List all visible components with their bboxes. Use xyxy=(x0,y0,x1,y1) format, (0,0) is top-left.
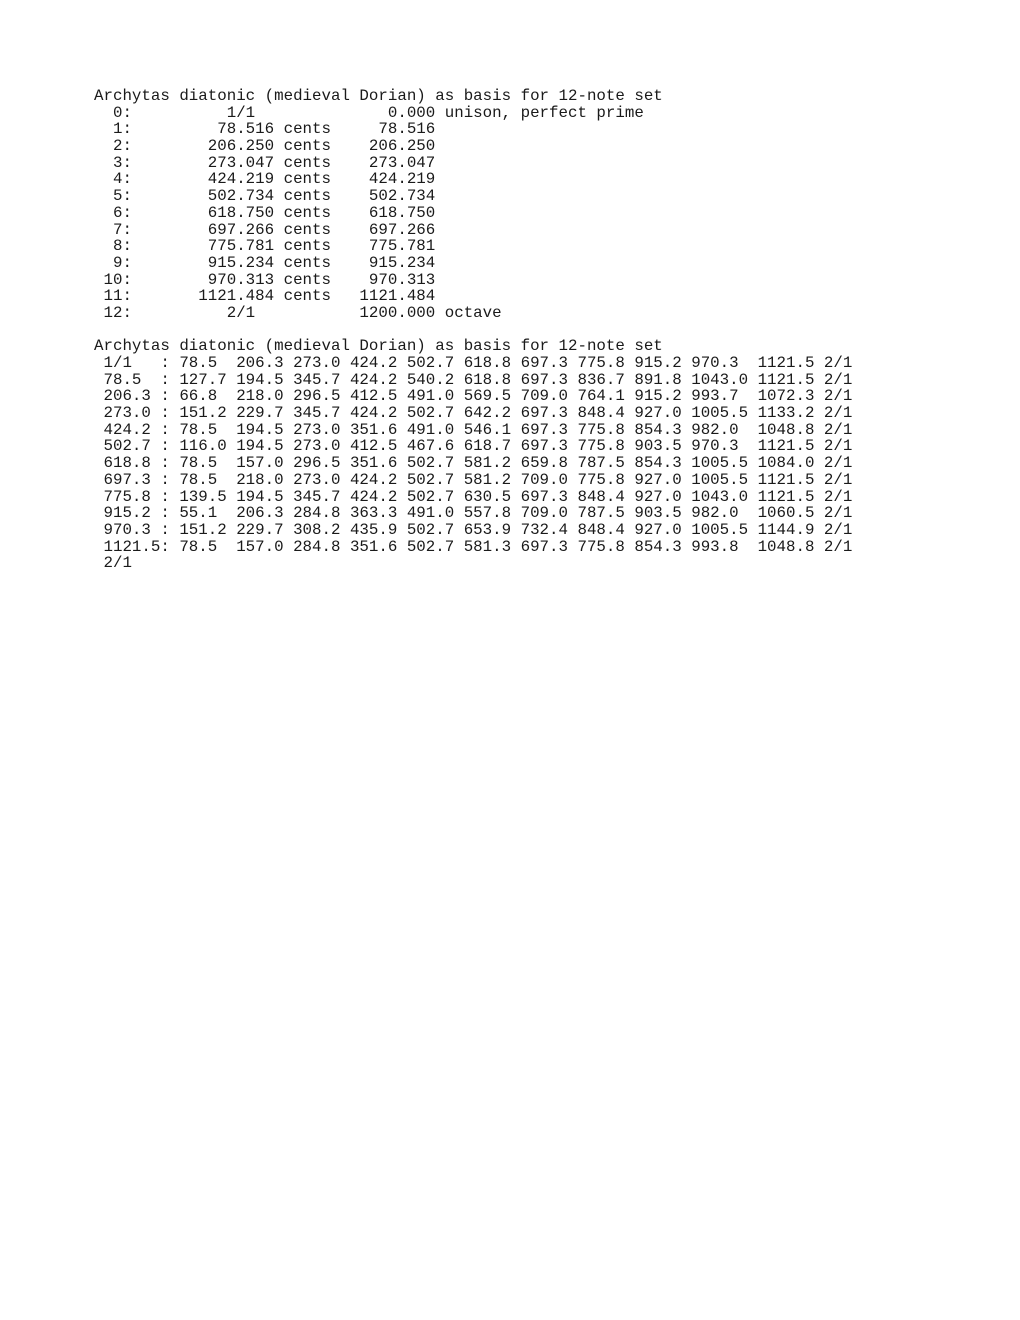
scale-degree-row: 8: 775.781 cents 775.781 xyxy=(94,237,436,256)
interval-matrix-row: 1/1 : 78.5 206.3 273.0 424.2 502.7 618.8 697.3 775.8 915.2 970.3 1121.5 2/1 xyxy=(94,354,853,372)
scale-degree-row: 7: 697.266 cents 697.266 xyxy=(94,220,436,239)
scale-degree-row: 12: 2/1 1200.000 octave xyxy=(94,303,502,322)
interval-matrix xyxy=(94,355,852,572)
scale-degree-row: 11: 1121.484 cents 1121.484 xyxy=(94,287,436,306)
interval-matrix-row: 2/1 xyxy=(94,554,132,573)
section-spacer xyxy=(94,322,852,339)
scale-degree-row: 10: 970.313 cents 970.313 xyxy=(94,270,436,289)
section2-title: Archytas diatonic (medieval Dorian) as basis for 12-note set xyxy=(94,337,663,356)
interval-matrix-row: 206.3 : 66.8 218.0 296.5 412.5 491.0 569.5 709.0 764.1 915.2 993.7 1072.3 2/1 xyxy=(94,387,853,406)
document-body xyxy=(94,88,852,572)
scale-degree-row: 2: 206.250 cents 206.250 xyxy=(94,137,436,156)
interval-matrix-row: 697.3 : 78.5 218.0 273.0 424.2 502.7 581.2 709.0 775.8 927.0 1005.5 1121.5 2/1 xyxy=(94,470,853,489)
interval-matrix-row: 502.7 : 116.0 194.5 273.0 412.5 467.6 618.7 697.3 775.8 903.5 970.3 1121.5 2/1 xyxy=(94,437,853,456)
interval-matrix-row: 1121.5: 78.5 157.0 284.8 351.6 502.7 581.3 697.3 775.8 854.3 993.8 1048.8 2/1 xyxy=(94,537,853,556)
interval-matrix-row: 775.8 : 139.5 194.5 345.7 424.2 502.7 630.5 697.3 848.4 927.0 1043.0 1121.5 2/1 xyxy=(94,487,853,506)
interval-matrix-row: 273.0 : 151.2 229.7 345.7 424.2 502.7 642.2 697.3 848.4 927.0 1005.5 1133.2 2/1 xyxy=(94,404,853,423)
scale-degree-list xyxy=(94,105,852,322)
interval-matrix-row: 970.3 : 151.2 229.7 308.2 435.9 502.7 653.9 732.4 848.4 927.0 1005.5 1144.9 2/1 xyxy=(94,520,853,539)
section1-title: Archytas diatonic (medieval Dorian) as basis for 12-note set xyxy=(94,87,663,105)
scale-degree-row: 4: 424.219 cents 424.219 xyxy=(94,170,436,189)
scale-degree-row: 9: 915.234 cents 915.234 xyxy=(94,253,436,272)
interval-matrix-row: 424.2 : 78.5 194.5 273.0 351.6 491.0 546.1 697.3 775.8 854.3 982.0 1048.8 2/1 xyxy=(94,420,853,439)
interval-matrix-row: 78.5 : 127.7 194.5 345.7 424.2 540.2 618.8 697.3 836.7 891.8 1043.0 1121.5 2/1 xyxy=(94,370,853,389)
scale-degree-row: 0: 1/1 0.000 unison, perfect prime xyxy=(94,103,644,122)
scale-degree-row: 5: 502.734 cents 502.734 xyxy=(94,187,436,206)
interval-matrix-row: 915.2 : 55.1 206.3 284.8 363.3 491.0 557.8 709.0 787.5 903.5 982.0 1060.5 2/1 xyxy=(94,504,853,523)
scale-degree-row: 6: 618.750 cents 618.750 xyxy=(94,203,436,222)
scale-degree-row: 1: 78.516 cents 78.516 xyxy=(94,120,436,139)
interval-matrix-row: 618.8 : 78.5 157.0 296.5 351.6 502.7 581.2 659.8 787.5 854.3 1005.5 1084.0 2/1 xyxy=(94,454,853,473)
scale-degree-row: 3: 273.047 cents 273.047 xyxy=(94,153,436,172)
